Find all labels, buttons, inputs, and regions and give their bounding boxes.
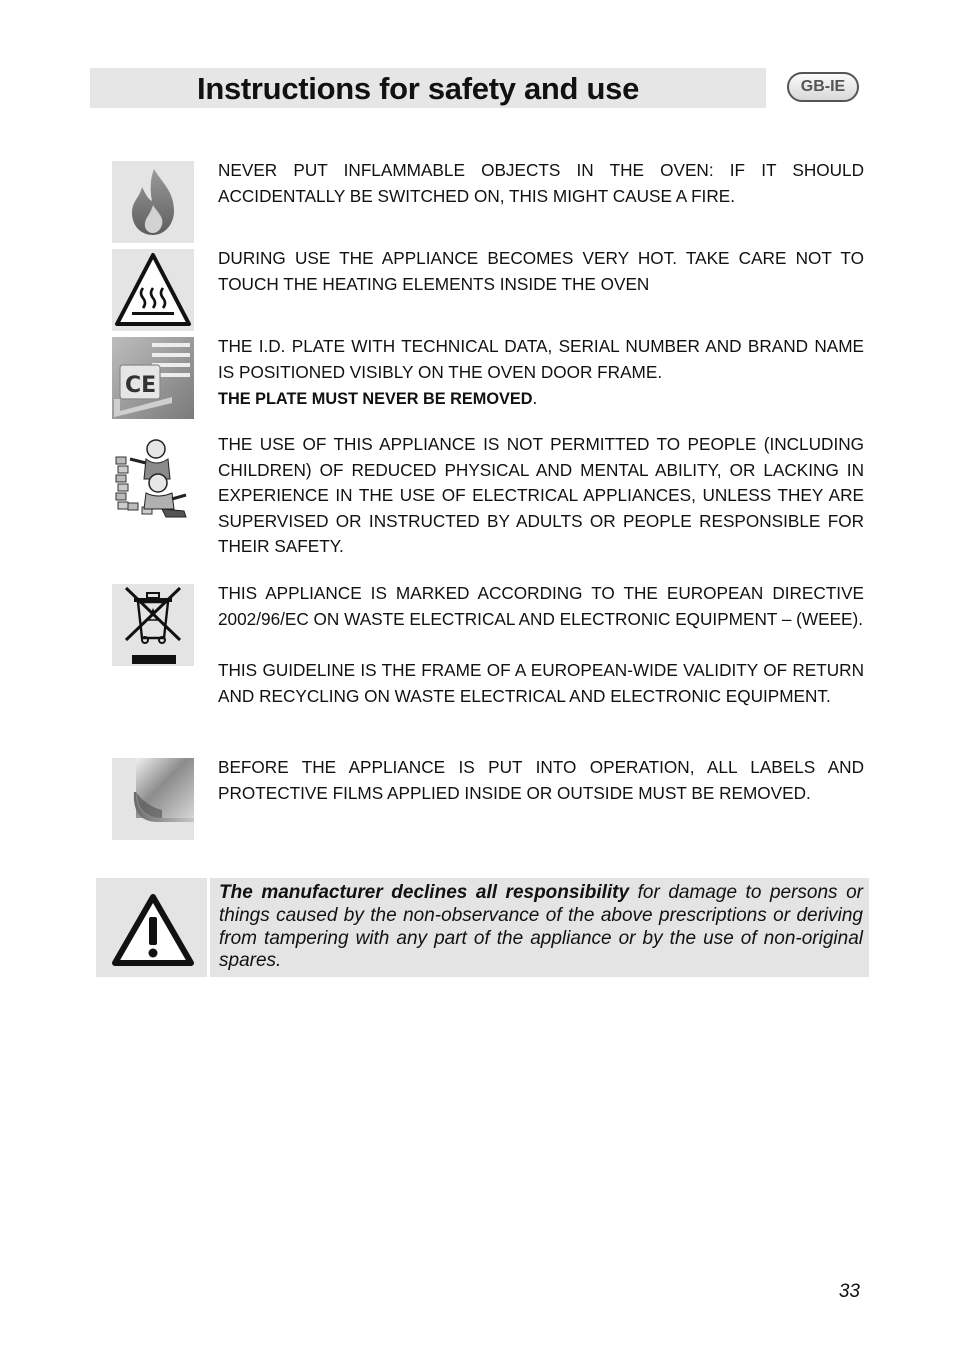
disclaimer-bold: The manufacturer declines all responsibility <box>219 882 630 903</box>
children-icon <box>112 437 194 519</box>
item-text: DURING USE THE APPLIANCE BECOMES VERY HOT. TAKE CARE NOT TO TOUCH THE HEATING ELEMENTS INSIDE THE OVEN <box>218 248 864 294</box>
notice-icon-panel <box>96 878 207 977</box>
item-text: THIS GUIDELINE IS THE FRAME OF A EUROPEAN-WIDE VALIDITY OF RETURN AND RECYCLING ON WASTE ELECTRICAL AND ELECTRONIC EQUIPMENT. <box>218 660 864 706</box>
protective-film-icon <box>112 758 194 840</box>
language-badge: GB-IE <box>787 72 859 102</box>
plate-warning-line <box>218 386 864 413</box>
ce-plate-icon <box>112 337 194 419</box>
item-text: THE I.D. PLATE WITH TECHNICAL DATA, SERIAL NUMBER AND BRAND NAME IS POSITIONED VISIBLY ON THE OVEN DOOR FRAME. <box>218 336 864 382</box>
item-text: THIS APPLIANCE IS MARKED ACCORDING TO THE EUROPEAN DIRECTIVE 2002/96/EC ON WASTE ELECTRICAL AND ELECTRONIC EQUIPMENT – (WEEE). <box>218 583 864 629</box>
disclaimer-body: for damage to persons or things caused by the non-observance of the above prescriptions or deriving from tampering with any part of the appliance or by the use of non-original spares. <box>219 882 863 972</box>
header-bar <box>90 68 766 108</box>
page-title: Instructions for safety and use <box>197 71 640 106</box>
plate-warning-suffix: . <box>532 388 538 408</box>
svg-text:CE: CE <box>125 373 157 398</box>
item-text: THE USE OF THIS APPLIANCE IS NOT PERMITTED TO PEOPLE (INCLUDING CHILDREN) OF REDUCED PHYSICAL AND MENTAL ABILITY, OR LACKING IN EXPERIENCE IN THE USE OF ELECTRICAL APPLIANCES, UNLESS THEY ARE SUPERVISED OR INSTRUCTED BY ADULTS OR PEOPLE RESPONSIBLE FOR THEIR SAFETY. <box>218 434 864 557</box>
notice-panel <box>210 878 869 977</box>
crossed-bin-icon <box>112 584 194 666</box>
item-text: BEFORE THE APPLIANCE IS PUT INTO OPERATION, ALL LABELS AND PROTECTIVE FILMS APPLIED INSIDE OR OUTSIDE MUST BE REMOVED. <box>218 757 864 803</box>
hot-surface-warning-icon <box>112 249 194 331</box>
item-text: NEVER PUT INFLAMMABLE OBJECTS IN THE OVEN: IF IT SHOULD ACCIDENTALLY BE SWITCHED ON, THIS MIGHT CAUSE A FIRE. <box>218 160 864 206</box>
warning-triangle-icon <box>96 878 207 977</box>
flame-icon <box>112 161 194 243</box>
plate-warning-bold: THE PLATE MUST NEVER BE REMOVED <box>218 390 533 408</box>
page-number: 33 <box>838 1281 860 1302</box>
disclaimer-text <box>219 882 863 973</box>
